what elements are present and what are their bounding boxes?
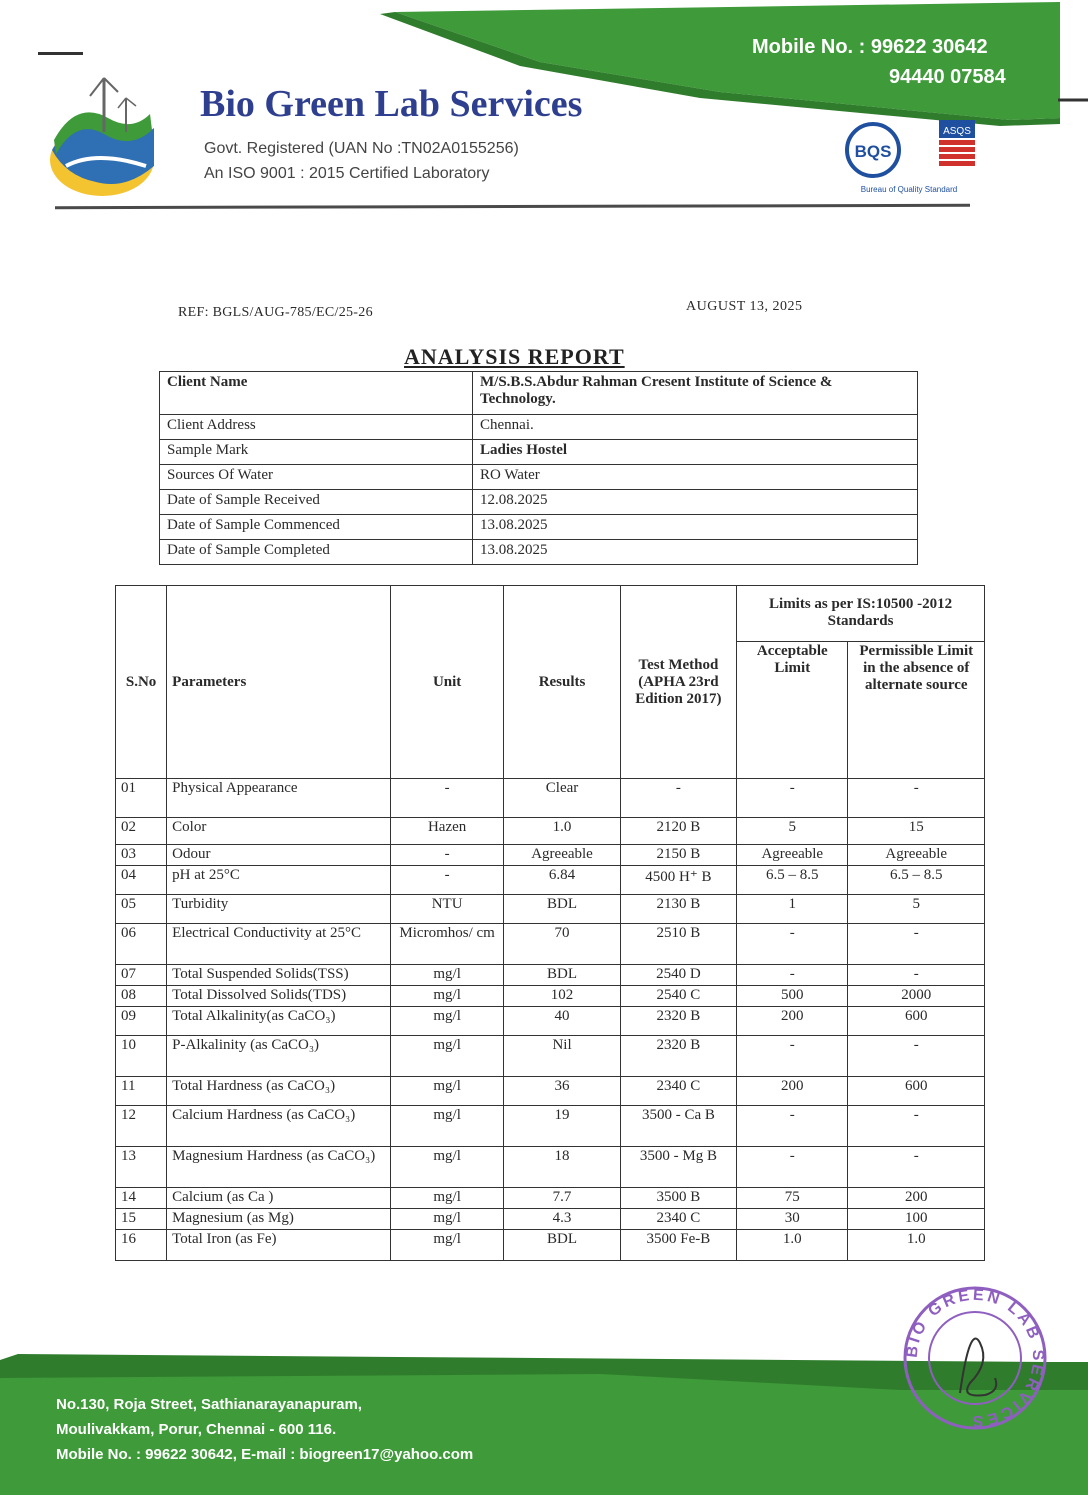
client-info-value: M/S.B.S.Abdur Rahman Cresent Institute of Science & Technology. (473, 372, 918, 415)
cell-sno: 04 (116, 866, 167, 895)
analysis-row (116, 965, 985, 986)
cell-sno: 13 (116, 1147, 167, 1188)
analysis-row (116, 986, 985, 1007)
client-info-row (160, 515, 918, 540)
cell-result: 4.3 (504, 1209, 620, 1230)
cell-unit: - (390, 779, 503, 818)
cell-acc: - (737, 1106, 848, 1147)
cell-acc: 5 (737, 818, 848, 845)
report-date: AUGUST 13, 2025 (686, 299, 803, 314)
cell-acc: - (737, 924, 848, 965)
cell-perm: 2000 (848, 986, 985, 1007)
cell-method: 2320 B (620, 1036, 736, 1077)
header-acceptable: Acceptable Limit (737, 641, 848, 778)
cell-method: 2120 B (620, 818, 736, 845)
asqs-text: ASQS (943, 126, 971, 137)
cell-perm: - (848, 1106, 985, 1147)
cell-unit: mg/l (390, 1188, 503, 1209)
cell-param: Calcium (as Ca ) (167, 1188, 391, 1209)
cell-unit: mg/l (390, 1209, 503, 1230)
cell-sno: 10 (116, 1036, 167, 1077)
cell-result: Agreeable (504, 845, 620, 866)
client-info-label: Date of Sample Commenced (160, 515, 473, 540)
cell-param: Total Hardness (as CaCO₃) (167, 1077, 391, 1106)
header-results: Results (504, 586, 620, 779)
stamp-text: BIO GREEN LAB SERVICES (903, 1286, 1047, 1430)
cell-method: 3500 - Mg B (620, 1147, 736, 1188)
cell-perm: - (848, 779, 985, 818)
cell-acc: - (737, 779, 848, 818)
cell-param: Calcium Hardness (as CaCO₃) (167, 1106, 391, 1147)
footer-address-2: Moulivakkam, Porur, Chennai - 600 116. (56, 1421, 337, 1438)
cell-method: 2130 B (620, 895, 736, 924)
header-mobile-1: Mobile No. : 99622 30642 (752, 36, 988, 58)
cell-result: Clear (504, 779, 620, 818)
cell-sno: 07 (116, 965, 167, 986)
cell-unit: mg/l (390, 1147, 503, 1188)
header-sno: S.No (116, 586, 167, 779)
cell-method: 2540 D (620, 965, 736, 986)
analysis-row (116, 1230, 985, 1261)
cell-unit: Micromhos/ cm (390, 924, 503, 965)
cell-param: Total Alkalinity(as CaCO₃) (167, 1007, 391, 1036)
client-info-row (160, 440, 918, 465)
cell-sno: 11 (116, 1077, 167, 1106)
client-info-label: Client Address (160, 415, 473, 440)
client-info-label: Date of Sample Received (160, 490, 473, 515)
cell-sno: 06 (116, 924, 167, 965)
cell-method: 2540 C (620, 986, 736, 1007)
cell-perm: - (848, 1147, 985, 1188)
cell-sno: 14 (116, 1188, 167, 1209)
registration-text: Govt. Registered (UAN No :TN02A0155256) (204, 140, 519, 157)
cell-unit: mg/l (390, 1036, 503, 1077)
bqs-logo (845, 116, 977, 196)
analysis-row (116, 1077, 985, 1106)
cell-acc: 30 (737, 1209, 848, 1230)
cell-perm: 600 (848, 1077, 985, 1106)
bio-green-logo (46, 70, 158, 198)
client-info-value: RO Water (473, 465, 918, 490)
cell-param: Total Iron (as Fe) (167, 1230, 391, 1261)
cell-perm: 1.0 (848, 1230, 985, 1261)
cell-result: 19 (504, 1106, 620, 1147)
cell-unit: Hazen (390, 818, 503, 845)
header-limits: Limits as per IS:10500 -2012 Standards (737, 586, 985, 642)
cell-acc: - (737, 1036, 848, 1077)
cell-result: 1.0 (504, 818, 620, 845)
client-info-table (159, 371, 918, 565)
header-permissible: Permissible Limit in the absence of alternate source (848, 641, 985, 778)
cell-perm: 6.5 – 8.5 (848, 866, 985, 895)
client-info-label: Date of Sample Completed (160, 540, 473, 565)
analysis-row (116, 845, 985, 866)
cell-param: Magnesium Hardness (as CaCO₃) (167, 1147, 391, 1188)
bqs-logo-text: BQS (854, 142, 892, 161)
cell-sno: 01 (116, 779, 167, 818)
cell-result: 18 (504, 1147, 620, 1188)
iso-text: An ISO 9001 : 2015 Certified Laboratory (204, 165, 490, 182)
cell-result: 40 (504, 1007, 620, 1036)
cell-unit: mg/l (390, 986, 503, 1007)
analysis-row (116, 1209, 985, 1230)
cell-perm: - (848, 924, 985, 965)
analysis-row (116, 895, 985, 924)
cell-perm: 15 (848, 818, 985, 845)
analysis-row (116, 779, 985, 818)
client-info-row (160, 465, 918, 490)
cell-unit: mg/l (390, 1106, 503, 1147)
cell-param: Total Dissolved Solids(TDS) (167, 986, 391, 1007)
cell-acc: 200 (737, 1077, 848, 1106)
cell-perm: 100 (848, 1209, 985, 1230)
footer-contact: Mobile No. : 99622 30642, E-mail : biogreen17@yahoo.com (56, 1446, 474, 1463)
client-info-row (160, 372, 918, 415)
cell-result: Nil (504, 1036, 620, 1077)
cell-result: 102 (504, 986, 620, 1007)
cell-sno: 16 (116, 1230, 167, 1261)
cell-method: - (620, 779, 736, 818)
cell-param: Electrical Conductivity at 25°C (167, 924, 391, 965)
cell-sno: 05 (116, 895, 167, 924)
cell-param: pH at 25°C (167, 866, 391, 895)
cell-unit: mg/l (390, 965, 503, 986)
client-info-value: 12.08.2025 (473, 490, 918, 515)
cell-acc: 200 (737, 1007, 848, 1036)
analysis-row (116, 1188, 985, 1209)
cell-method: 4500 H⁺ B (620, 866, 736, 895)
cell-acc: 1 (737, 895, 848, 924)
cell-unit: mg/l (390, 1077, 503, 1106)
client-info-label: Sample Mark (160, 440, 473, 465)
cell-acc: 75 (737, 1188, 848, 1209)
cell-param: Color (167, 818, 391, 845)
analysis-row (116, 1106, 985, 1147)
cell-perm: 200 (848, 1188, 985, 1209)
client-info-label: Sources Of Water (160, 465, 473, 490)
analysis-row (116, 866, 985, 895)
client-info-value: Ladies Hostel (473, 440, 918, 465)
cell-acc: - (737, 1147, 848, 1188)
cell-acc: 500 (737, 986, 848, 1007)
cell-acc: - (737, 965, 848, 986)
company-name: Bio Green Lab Services (200, 83, 583, 125)
client-info-row (160, 490, 918, 515)
cell-acc: Agreeable (737, 845, 848, 866)
cell-sno: 15 (116, 1209, 167, 1230)
analysis-row (116, 1147, 985, 1188)
cell-perm: 5 (848, 895, 985, 924)
client-info-label: Client Name (160, 372, 473, 415)
analysis-row (116, 818, 985, 845)
client-info-row (160, 415, 918, 440)
cell-sno: 03 (116, 845, 167, 866)
cell-result: 36 (504, 1077, 620, 1106)
cell-sno: 12 (116, 1106, 167, 1147)
cell-unit: mg/l (390, 1230, 503, 1261)
cell-param: Physical Appearance (167, 779, 391, 818)
cell-param: Magnesium (as Mg) (167, 1209, 391, 1230)
cell-result: 6.84 (504, 866, 620, 895)
report-title: ANALYSIS REPORT (404, 344, 625, 369)
client-info-value: 13.08.2025 (473, 540, 918, 565)
cell-sno: 09 (116, 1007, 167, 1036)
cell-method: 2340 C (620, 1077, 736, 1106)
cell-method: 2510 B (620, 924, 736, 965)
cell-param: P-Alkalinity (as CaCO₃) (167, 1036, 391, 1077)
header-divider (55, 204, 970, 209)
cell-unit: - (390, 845, 503, 866)
cell-unit: NTU (390, 895, 503, 924)
cell-result: BDL (504, 1230, 620, 1261)
cell-sno: 08 (116, 986, 167, 1007)
cell-result: 7.7 (504, 1188, 620, 1209)
analysis-row (116, 924, 985, 965)
cell-perm: 600 (848, 1007, 985, 1036)
cell-result: 70 (504, 924, 620, 965)
header-test-method: Test Method (APHA 23rd Edition 2017) (620, 586, 736, 779)
footer-address-1: No.130, Roja Street, Sathianarayanapuram, (56, 1396, 362, 1413)
header-parameters: Parameters (167, 586, 391, 779)
lab-stamp (900, 1283, 1050, 1433)
cell-method: 3500 - Ca B (620, 1106, 736, 1147)
client-info-value: 13.08.2025 (473, 515, 918, 540)
analysis-row (116, 1036, 985, 1077)
header-mobile-2: 94440 07584 (889, 66, 1006, 88)
reference-number: REF: BGLS/AUG-785/EC/25-26 (178, 305, 373, 320)
cell-perm: - (848, 965, 985, 986)
header-unit: Unit (390, 586, 503, 779)
cell-sno: 02 (116, 818, 167, 845)
cell-result: BDL (504, 965, 620, 986)
analysis-row (116, 1007, 985, 1036)
cell-param: Odour (167, 845, 391, 866)
scan-mark (38, 52, 83, 55)
cell-unit: - (390, 866, 503, 895)
cell-acc: 1.0 (737, 1230, 848, 1261)
cell-method: 2150 B (620, 845, 736, 866)
cell-method: 3500 Fe-B (620, 1230, 736, 1261)
bqs-caption: Bureau of Quality Standard (860, 185, 958, 194)
client-info-row (160, 540, 918, 565)
analysis-table (115, 585, 985, 1261)
cell-method: 2320 B (620, 1007, 736, 1036)
client-info-value: Chennai. (473, 415, 918, 440)
cell-method: 3500 B (620, 1188, 736, 1209)
cell-perm: - (848, 1036, 985, 1077)
cell-method: 2340 C (620, 1209, 736, 1230)
cell-param: Total Suspended Solids(TSS) (167, 965, 391, 986)
cell-param: Turbidity (167, 895, 391, 924)
cell-perm: Agreeable (848, 845, 985, 866)
cell-result: BDL (504, 895, 620, 924)
cell-unit: mg/l (390, 1007, 503, 1036)
cell-acc: 6.5 – 8.5 (737, 866, 848, 895)
